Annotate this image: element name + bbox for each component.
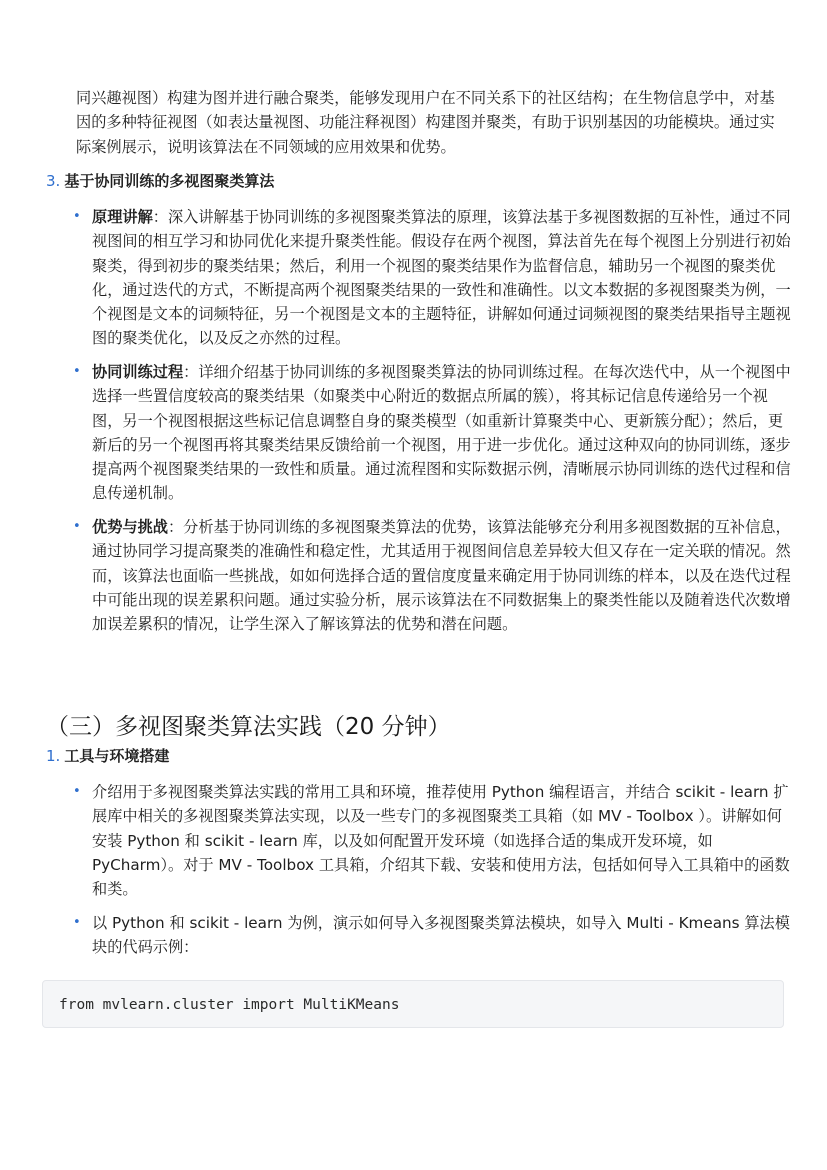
bullet-cotraining-process <box>73 360 792 506</box>
list-heading-title: 基于协同训练的多视图聚类算法 <box>64 172 275 190</box>
list-heading-1 <box>46 746 169 766</box>
bullet-term: 协同训练过程 <box>92 363 184 381</box>
section-title: （三）多视图聚类算法实践（20 分钟） <box>46 714 451 741</box>
list-heading-title: 工具与环境搭建 <box>64 747 170 765</box>
bullet-dot-icon: • <box>73 209 81 224</box>
bullet-advantages-challenges <box>73 515 792 636</box>
bullet-text: ：详细介绍基于协同训练的多视图聚类算法的协同训练过程。在每次迭代中，从一个视图中选择一些置信度较高的聚类结果（如聚类中心附近的数据点所属的簇），将其标记信息传递给另一个视图，另一个视图根据这些标记信息调整自身的聚类模型（如重新计算聚类中心、更新簇分配）；然后，更新后的另一个视图再将其聚类结果反馈给前一个视图，用于进一步优化。通过这种双向的协同训练，逐步提高两个视图聚类结果的一致性和质量。通过流程图和实际数据示例，清晰展示协同训练的迭代过程和信息传递机制。 <box>92 363 791 503</box>
code-line[interactable]: from mvlearn.cluster import MultiKMeans <box>59 997 400 1013</box>
bullet-dot-icon: • <box>73 915 81 930</box>
list-number: 3. <box>46 172 61 190</box>
bullet-dot-icon: • <box>73 364 81 379</box>
bullet-term: 优势与挑战 <box>92 518 168 536</box>
bullet-text: 以 Python 和 scikit - learn 为例，演示如何导入多视图聚类算法模块，如导入 Multi - Kmeans 算法模块的代码示例： <box>92 914 790 957</box>
list-number: 1. <box>46 747 61 765</box>
bullet-text: ：分析基于协同训练的多视图聚类算法的优势，该算法能够充分利用多视图数据的互补信息，通过协同学习提高聚类的准确性和稳定性，尤其适用于视图间信息差异较大但又存在一定关联的情况。然而，该算法也面临一些挑战，如如何选择合适的置信度度量来确定用于协同训练的样本，以及在迭代过程中可能出现的误差累积问题。通过实验分析，展示该算法在不同数据集上的聚类性能以及随着迭代次数增加误差累积的情况，让学生深入了解该算法的优势和潜在问题。 <box>92 518 791 634</box>
list-heading-3 <box>46 171 274 191</box>
bullet-tools-environment <box>73 780 792 901</box>
bullet-dot-icon: • <box>73 784 81 799</box>
bullet-principle <box>73 205 792 351</box>
code-block[interactable] <box>42 980 784 1028</box>
bullet-term: 原理讲解 <box>92 208 153 226</box>
bullet-dot-icon: • <box>73 519 81 534</box>
bullet-text: ：深入讲解基于协同训练的多视图聚类算法的原理，该算法基于多视图数据的互补性，通过不同视图间的相互学习和协同优化来提升聚类性能。假设存在两个视图，算法首先在每个视图上分别进行初始聚类，得到初步的聚类结果；然后，利用一个视图的聚类结果作为监督信息，辅助另一个视图的聚类优化，通过迭代的方式，不断提高两个视图聚类结果的一致性和准确性。以文本数据的多视图聚类为例，一个视图是文本的词频特征，另一个视图是文本的主题特征，讲解如何通过词频视图的聚类结果指导主题视图的聚类优化，以及反之亦然的过程。 <box>92 208 791 348</box>
bullet-import-demo <box>73 911 792 960</box>
bullet-text: 介绍用于多视图聚类算法实践的常用工具和环境，推荐使用 Python 编程语言，并结合 scikit - learn 扩展库中相关的多视图聚类算法实现，以及一些专门的多视图聚类工具箱（如 MV - Toolbox ）。讲解如何安装 Python 和 scikit - learn 库，以及如何配置开发环境（如选择合适的集成开发环境，如 PyCharm）。对于 MV - Toolbox 工具箱，介绍其下载、安装和使用方法，包括如何导入工具箱中的函数和类。 <box>92 783 790 899</box>
continuation-paragraph: 同兴趣视图）构建为图并进行融合聚类，能够发现用户在不同关系下的社区结构；在生物信息学中，对基因的多种特征视图（如表达量视图、功能注释视图）构建图并聚类，有助于识别基因的功能模块。通过实际案例展示，说明该算法在不同领域的应用效果和优势。 <box>76 89 775 156</box>
